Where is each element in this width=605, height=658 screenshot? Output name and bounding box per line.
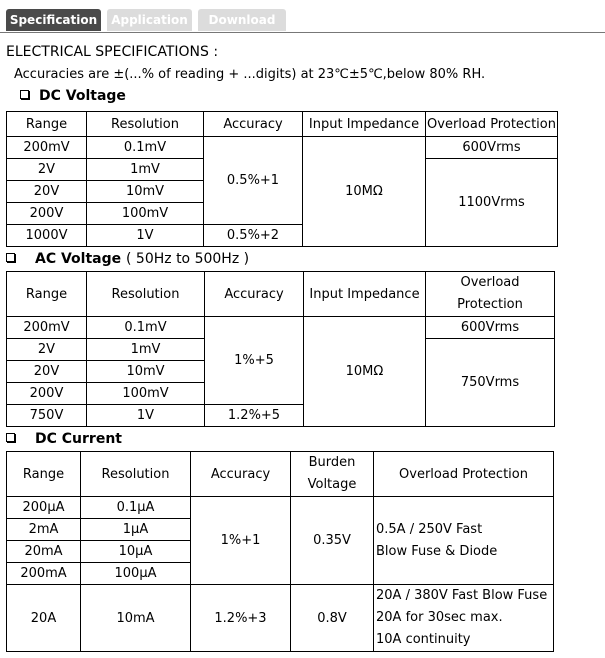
header-impedance: Input Impedance	[303, 112, 426, 137]
header-burden-line2: Voltage	[307, 477, 357, 492]
cell-resolution: 0.1mV	[87, 317, 205, 339]
cell-burden: 0.8V	[291, 585, 374, 652]
checkbox-icon	[6, 253, 15, 262]
header-overload-line2: Protection	[457, 297, 523, 312]
overload-line: 20A for 30sec max.	[376, 610, 503, 625]
cell-resolution: 1mV	[87, 339, 205, 361]
header-overload-line1: Overload	[460, 275, 520, 290]
cell-range: 200mV	[7, 317, 87, 339]
cell-range: 200mA	[7, 563, 81, 585]
cell-burden: 0.35V	[291, 497, 374, 585]
checkbox-icon	[20, 90, 29, 99]
header-resolution: Resolution	[87, 112, 204, 137]
accuracy-note: Accuracies are ±(...% of reading + ...digits) at 23℃±5℃,below 80% RH.	[14, 67, 486, 82]
header-range: Range	[7, 272, 87, 317]
cell-range: 200V	[7, 203, 87, 225]
cell-range: 2V	[7, 339, 87, 361]
cell-resolution: 1V	[87, 405, 205, 427]
cell-range: 1000V	[7, 225, 87, 247]
cell-range: 20V	[7, 361, 87, 383]
tab-specification[interactable]: Specification	[6, 9, 101, 31]
cell-impedance: 10MΩ	[304, 317, 426, 427]
cell-resolution: 0.1μA	[81, 497, 191, 519]
cell-overload: 1100Vrms	[426, 159, 558, 247]
tab-application[interactable]: Application	[107, 9, 192, 31]
cell-range: 20A	[7, 585, 81, 652]
cell-resolution: 10μA	[81, 541, 191, 563]
overload-line: 20A / 380V Fast Blow Fuse	[376, 588, 548, 603]
header-accuracy: Accuracy	[191, 452, 291, 497]
cell-resolution: 0.1mV	[87, 137, 204, 159]
header-resolution: Resolution	[81, 452, 191, 497]
overload-line: 0.5A / 250V Fast	[376, 521, 483, 537]
section-ac-voltage	[6, 251, 249, 267]
cell-resolution: 10mA	[81, 585, 191, 652]
cell-overload: 750Vrms	[426, 339, 555, 427]
header-impedance: Input Impedance	[304, 272, 426, 317]
header-burden-line1: Burden	[308, 455, 356, 470]
cell-range: 200mV	[7, 137, 87, 159]
checkbox-icon	[6, 433, 15, 442]
cell-accuracy: 1.2%+3	[191, 585, 291, 652]
header-range: Range	[7, 452, 81, 497]
cell-resolution: 1μA	[81, 519, 191, 541]
cell-impedance: 10MΩ	[303, 137, 426, 247]
cell-range: 20V	[7, 181, 87, 203]
header-overload: Overload Protection	[374, 452, 554, 497]
tab-download[interactable]: Download	[198, 9, 286, 31]
cell-range: 20mA	[7, 541, 81, 563]
cell-accuracy: 1%+1	[191, 497, 291, 585]
cell-overload: 600Vrms	[426, 317, 555, 339]
header-accuracy: Accuracy	[204, 112, 303, 137]
cell-range: 750V	[7, 405, 87, 427]
cell-range: 2mA	[7, 519, 81, 541]
header-burden	[291, 452, 374, 497]
header-overload	[426, 272, 555, 317]
ac-voltage-table	[6, 271, 555, 427]
cell-resolution: 10mV	[87, 361, 205, 383]
section-title: DC Voltage	[39, 88, 126, 104]
cell-resolution: 100mV	[87, 203, 204, 225]
cell-resolution: 1V	[87, 225, 204, 247]
cell-range: 2V	[7, 159, 87, 181]
header-resolution: Resolution	[87, 272, 205, 317]
cell-overload: 600Vrms	[426, 137, 558, 159]
section-title: DC Current	[35, 431, 122, 447]
page-heading: ELECTRICAL SPECIFICATIONS :	[6, 44, 219, 60]
cell-range: 200V	[7, 383, 87, 405]
cell-resolution: 10mV	[87, 181, 204, 203]
header-range: Range	[7, 112, 87, 137]
cell-accuracy: 0.5%+2	[204, 225, 303, 247]
cell-range: 200μA	[7, 497, 81, 519]
cell-resolution: 100μA	[81, 563, 191, 585]
cell-accuracy: 1.2%+5	[205, 405, 304, 427]
cell-overload	[374, 585, 554, 652]
cell-resolution: 100mV	[87, 383, 205, 405]
overload-line: 10A continuity	[376, 632, 471, 647]
section-dc-voltage	[20, 88, 126, 104]
header-overload: Overload Protection	[426, 112, 558, 137]
section-title: AC Voltage	[35, 251, 122, 267]
section-dc-current	[6, 431, 122, 447]
dc-current-table	[6, 451, 554, 652]
cell-overload	[374, 497, 554, 585]
tab-bar	[0, 0, 605, 33]
cell-accuracy: 0.5%+1	[204, 137, 303, 225]
cell-accuracy: 1%+5	[205, 317, 304, 405]
overload-line: Blow Fuse & Diode	[376, 543, 498, 559]
cell-resolution: 1mV	[87, 159, 204, 181]
dc-voltage-table	[6, 111, 558, 247]
section-note: ( 50Hz to 500Hz )	[126, 251, 250, 267]
header-accuracy: Accuracy	[205, 272, 304, 317]
